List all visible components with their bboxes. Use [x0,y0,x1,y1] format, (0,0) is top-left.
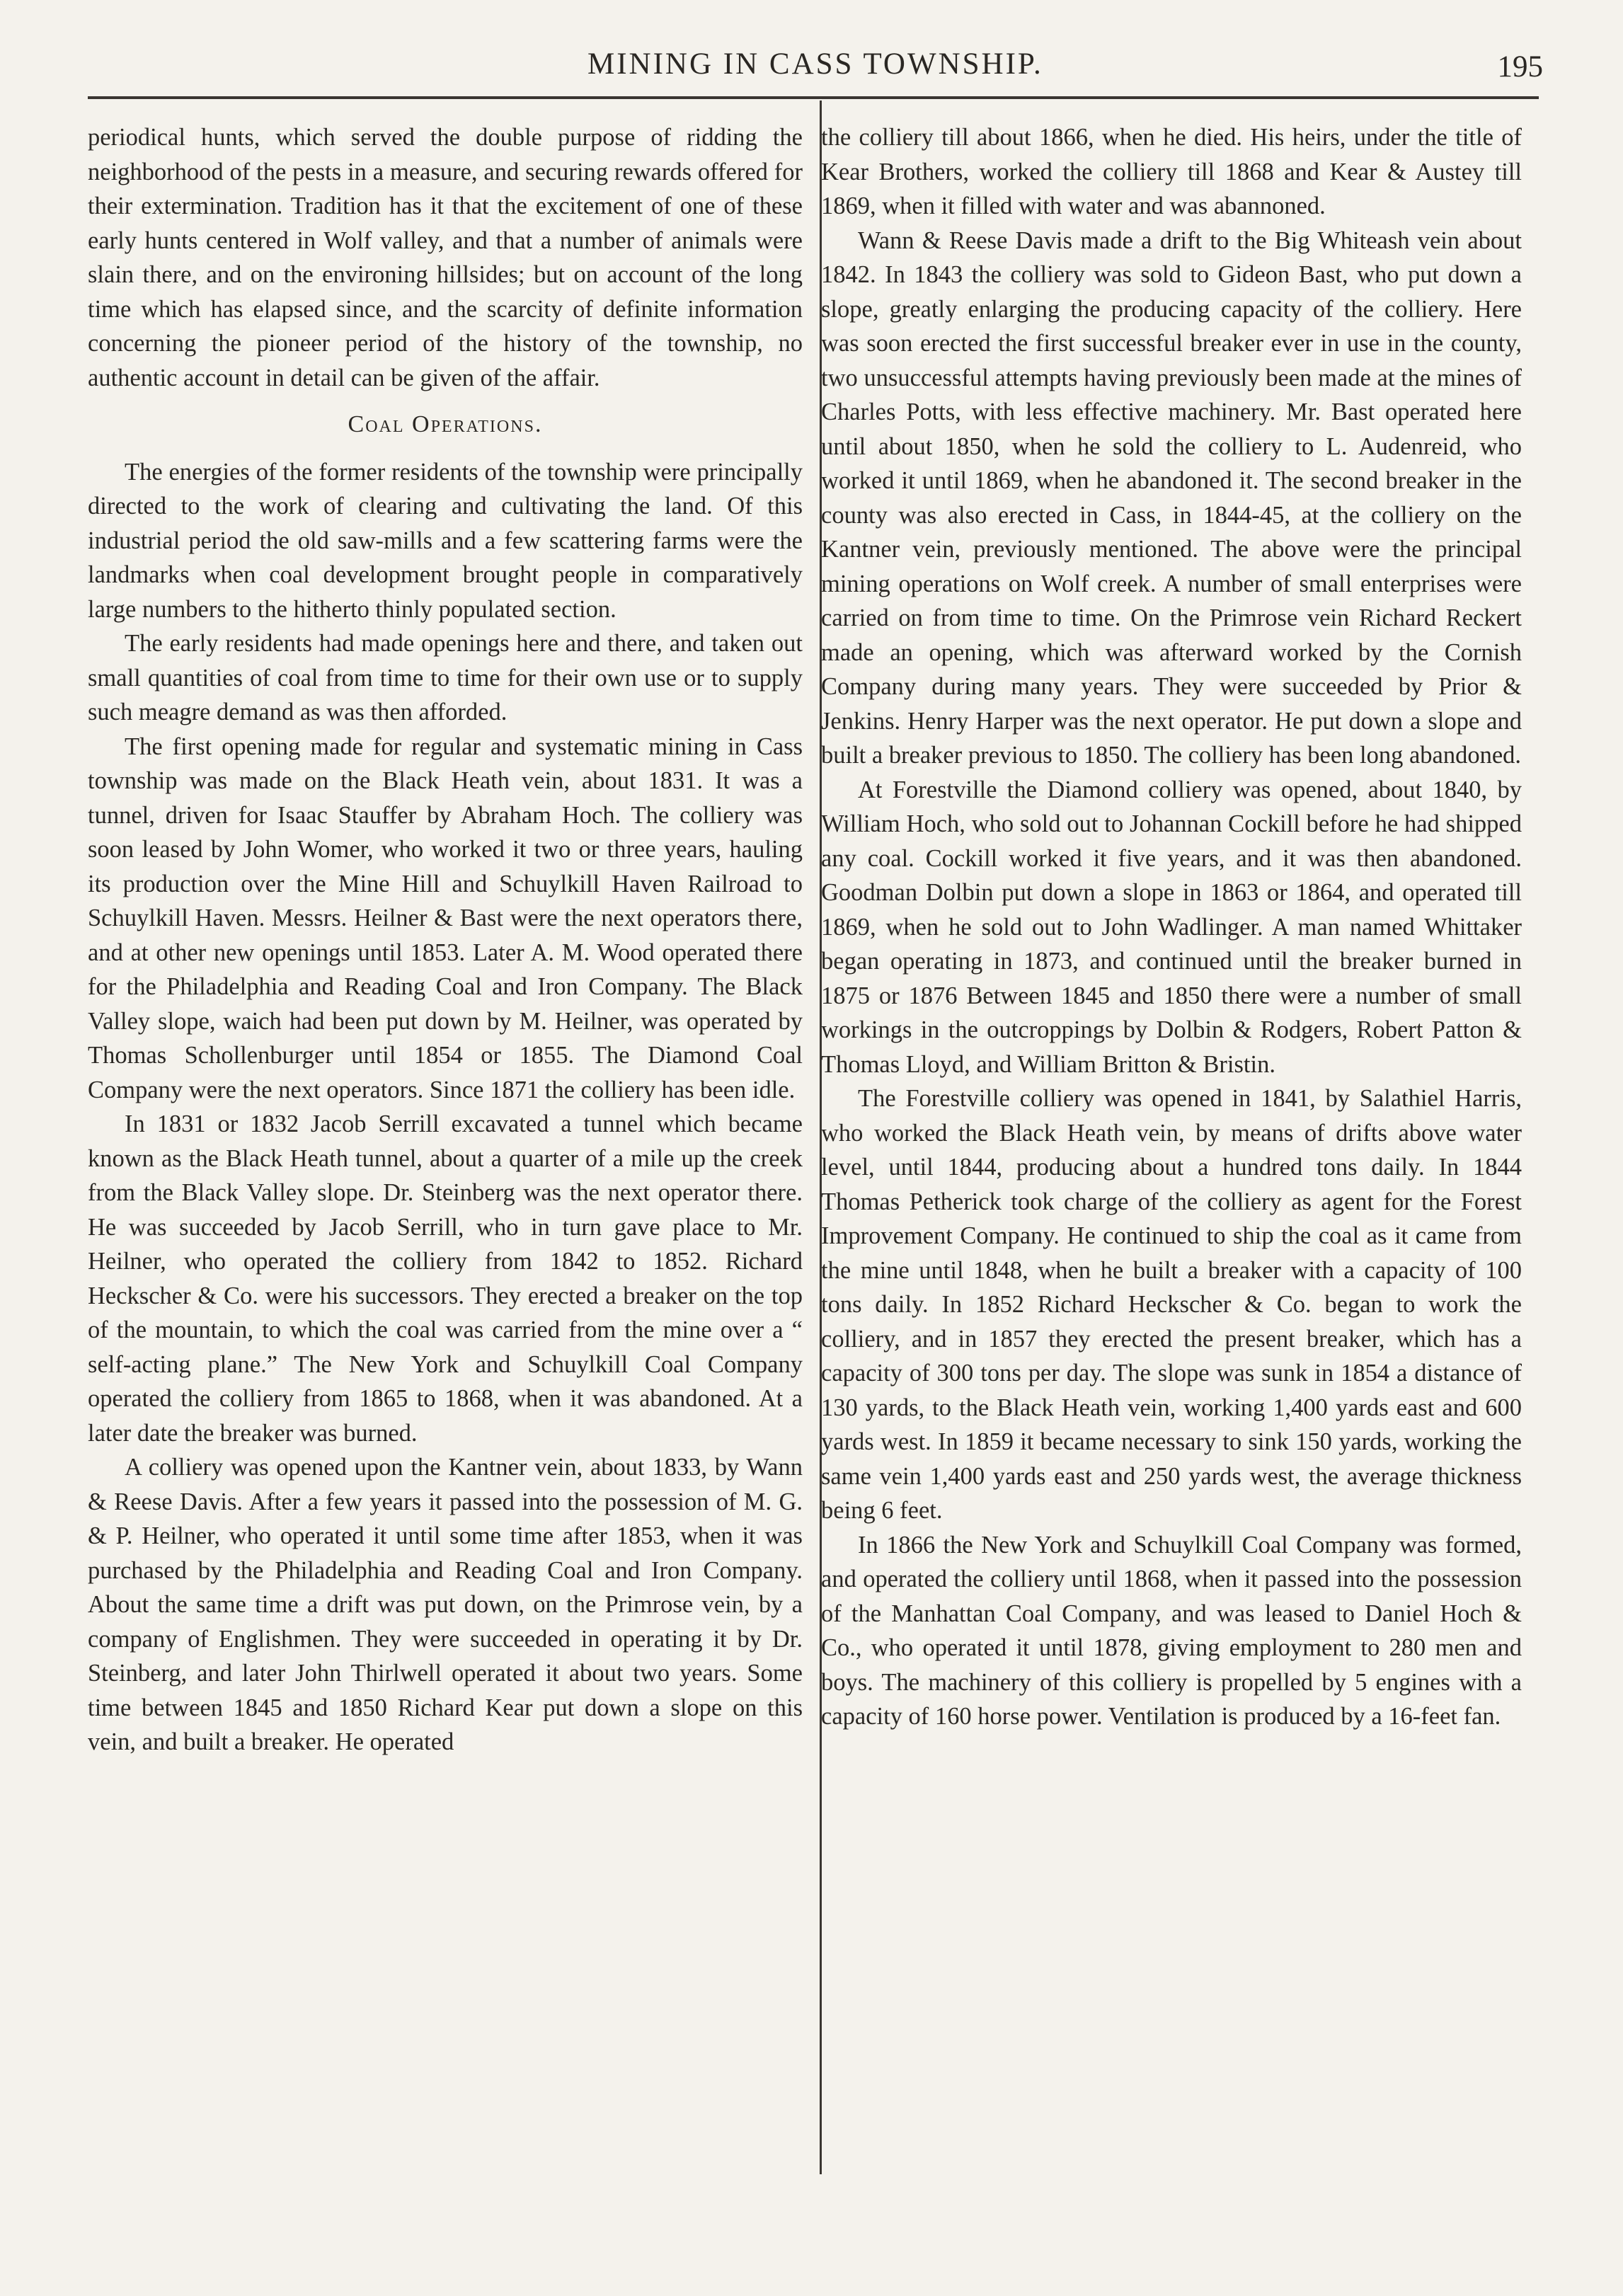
paragraph: Wann & Reese Davis made a drift to the Big Whiteash vein about 1842. In 1843 the colliery was sold to Gideon Bast, who put down a slope, greatly enlarging the producing capacity of the colliery. Here was soon erected the first successful breaker ever in use in the county, two unsuccessful attempts having previously been made at the mines of Charles Potts, with less effective machinery. Mr. Bast operated here until about 1850, when he sold the colliery to L. Audenreid, who worked it until 1869, when he abandoned it. The second breaker in the county was also erected in Cass, in 1844-45, at the colliery on the Kantner vein, previously mentioned. The above were the principal mining operations on Wolf creek. A number of small enterprises were carried on from time to time. On the Primrose vein Richard Reckert made an opening, which was afterward worked by the Cornish Company during many years. They were succeeded by Prior & Jenkins. Henry Harper was the next operator. He put down a slope and built a breaker previous to 1850. The colliery has been long abandoned. [821,226,1522,769]
page-header [92,40,1543,89]
header-rule [88,96,1539,99]
paragraph: In 1831 or 1832 Jacob Serrill excavated a tunnel which became known as the Black Heath tunnel, about a quarter of a mile up the creek from the Black Valley slope. Dr. Steinberg was the next operator there. He was succeeded by Jacob Serrill, who in turn gave place to Mr. Heilner, who operated the colliery from 1842 to 1852. Richard Heckscher & Co. were his successors. They erected a breaker on the top of the mountain, to which the coal was carried from the mine over a “ self-acting plane.” The New York and Schuylkill Coal Company operated the colliery from 1865 to 1868, when it was abandoned. At a later date the breaker was burned. [88,1110,803,1447]
paragraph: The energies of the former residents of the township were principally directed to the work of clearing and cultivating the land. Of this industrial period the old saw-mills and a few scattering farms were the landmarks when coal development brought people in comparatively large numbers to the hitherto thinly populated section. [88,458,803,623]
paragraph: the colliery till about 1866, when he died. His heirs, under the title of Kear Brothers, worked the colliery till 1868 and Kear & Austey till 1869, when it filled with water and was abannoned. [821,124,1522,219]
paragraph: The early residents had made openings here and there, and taken out small quantities of coal from time to time for their own use or to supply such meagre demand as was then afforded. [88,630,803,725]
paragraph: periodical hunts, which served the double purpose of ridding the neighborhood of the pests in a measure, and securing rewards offered for their extermination. Tradition has it that the excitement of one of these early hunts centered in Wolf valley, and that a number of animals were slain there, and on the environing hillsides; but on account of the long time which has elapsed since, and the scarcity of definite information concerning the pioneer period of the history of the township, no authentic account in detail can be given of the affair. [88,124,803,391]
paragraph: The first opening made for regular and systematic mining in Cass township was made on the Black Heath vein, about 1831. It was a tunnel, driven for Isaac Stauffer by Abraham Hoch. The colliery was soon leased by John Womer, who worked it two or three years, hauling its production over the Mine Hill and Schuylkill Haven Railroad to Schuylkill Haven. Messrs. Heilner & Bast were the next operators there, and at other new openings until 1853. Later A. M. Wood operated there for the Philadelphia and Reading Coal and Iron Company. The Black Valley slope, waich had been put down by M. Heilner, was operated by Thomas Schollenburger until 1854 or 1855. The Diamond Coal Company were the next operators. Since 1871 the colliery has been idle. [88,733,803,1103]
section-heading: Coal Operations. [348,411,543,437]
running-head: MINING IN CASS TOWNSHIP. [587,47,1043,81]
paragraph: The Forestville colliery was opened in 1841, by Salathiel Harris, who worked the Black Heath vein, by means of drifts above water level, until 1844, producing about a hundred tons daily. In 1844 Thomas Petherick took charge of the colliery as agent for the Forest Improvement Company. He continued to ship the coal as it came from the mine until 1848, when he built a breaker with a capacity of 100 tons daily. In 1852 Richard Heckscher & Co. began to work the colliery, and in 1857 they erected the present breaker, which has a capacity of 300 tons per day. The slope was sunk in 1854 a distance of 130 yards, to the Black Heath vein, working 1,400 yards east and 600 yards west. In 1859 it became necessary to sink 150 yards, working the same vein 1,400 yards east and 250 yards west, the average thickness being 6 feet. [821,1085,1522,1524]
right-column [821,120,1522,1734]
page-number: 195 [1497,50,1543,84]
paragraph: In 1866 the New York and Schuylkill Coal Company was formed, and operated the colliery until 1868, when it passed into the possession of the Manhattan Coal Company, and was leased to Daniel Hoch & Co., who operated it until 1878, giving employment to 280 men and boys. The machinery of this colliery is propelled by 5 engines with a capacity of 160 horse power. Ventilation is produced by a 16-feet fan. [821,1531,1522,1730]
left-column [88,120,803,1760]
paragraph: A colliery was opened upon the Kantner vein, about 1833, by Wann & Reese Davis. After a few years it passed into the possession of M. G. & P. Heilner, who operated it until some time after 1853, when it was purchased by the Philadelphia and Reading Coal and Iron Company. About the same time a drift was put down, on the Primrose vein, by a company of Englishmen. They were succeeded in operating it by Dr. Steinberg, and later John Thirlwell operated it about two years. Some time between 1845 and 1850 Richard Kear put down a slope on this vein, and built a breaker. He operated [88,1454,803,1755]
paragraph: At Forestville the Diamond colliery was opened, about 1840, by William Hoch, who sold out to Johannan Cockill before he had shipped any coal. Cockill worked it five years, and it was then abandoned. Goodman Dolbin put down a slope in 1863 or 1864, and operated till 1869, when he sold out to John Wadlinger. A man named Whittaker began operating in 1873, and continued until the breaker burned in 1875 or 1876 Between 1845 and 1850 there were a number of small workings in the outcroppings by Dolbin & Rodgers, Robert Patton & Thomas Lloyd, and William Britton & Bristin. [821,776,1522,1078]
